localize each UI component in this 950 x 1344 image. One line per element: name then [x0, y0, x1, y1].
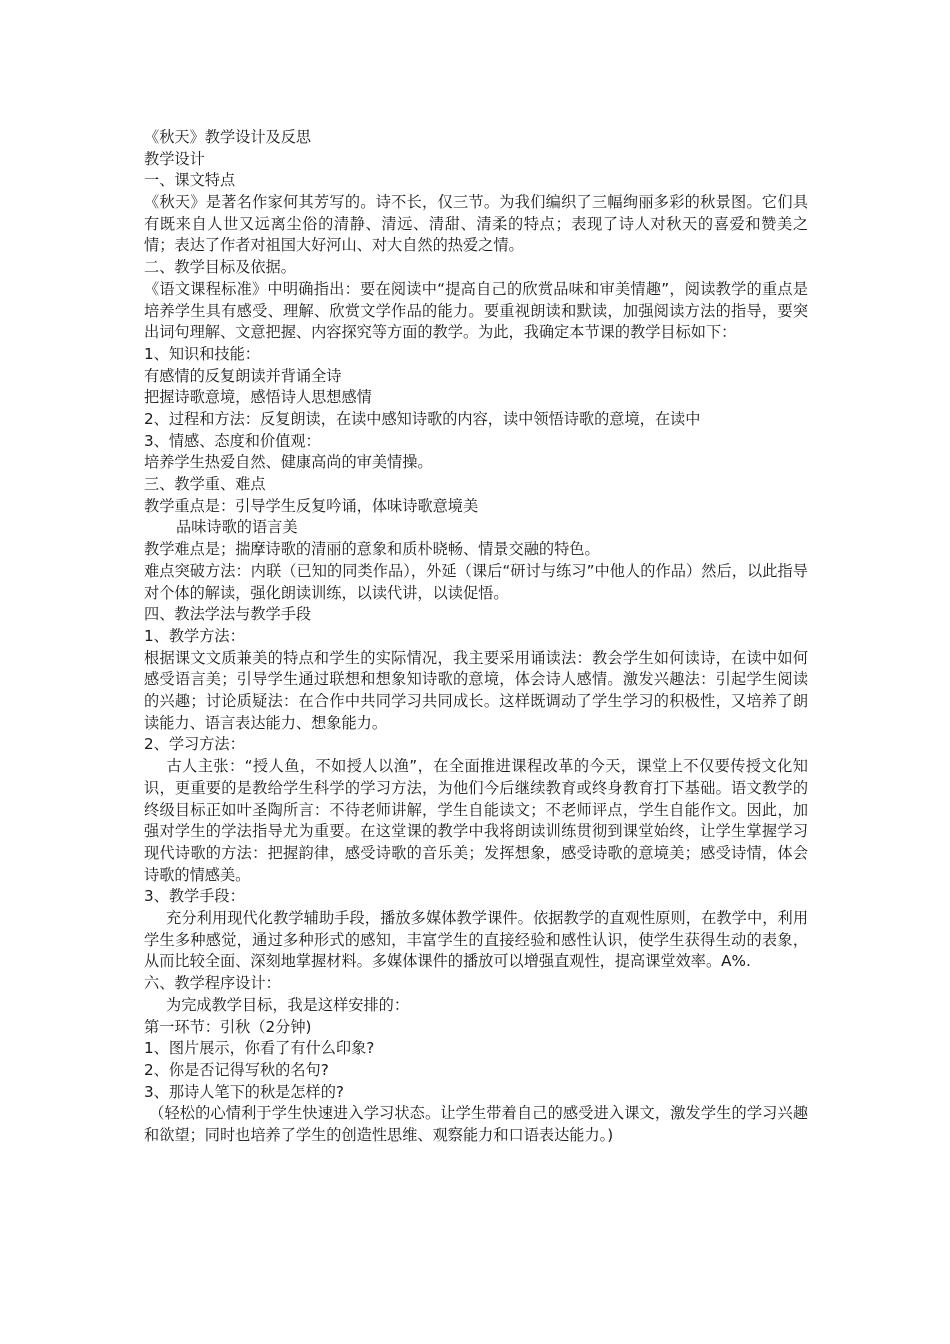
- step-1: 第一环节：引秋（2分钟): [144, 1017, 312, 1036]
- goal-emotion-a: 培养学生热爱自然、健康高尚的审美情操。: [144, 453, 433, 472]
- method-means-paragraph: [144, 908, 808, 973]
- goal-knowledge-a: 有感情的反复朗读并背诵全诗: [144, 366, 342, 385]
- key-point-1: 教学重点是：引导学生反复吟诵，体味诗歌意境美: [144, 496, 479, 515]
- goal-knowledge: 1、知识和技能：: [144, 344, 260, 363]
- heading-procedure: 六、教学程序设计：: [144, 974, 281, 993]
- section-design: 教学设计: [144, 149, 205, 168]
- question-1: 1、图片展示，你看了有什么印象?: [144, 1039, 375, 1058]
- heading-goals: 二、教学目标及依据。: [144, 258, 296, 277]
- paragraph-features: 《秋天》是著名作家何其芳写的。诗不长，仅三节。为我们编织了三幅绚丽多彩的秋景图。它们具有既来自人世又远离尘俗的清静、清远、清甜、清柔的特点；表现了诗人对秋天的喜爱和赞美之情；表达了作者对祖国大好河山、对大自然的热爱之情。: [144, 193, 808, 255]
- heading-features: 一、课文特点: [144, 171, 236, 190]
- goal-process: 2、过程和方法：反复朗读，在读中感知诗歌的内容，读中领悟诗歌的意境，在读中: [144, 410, 701, 429]
- goal-knowledge-b: 把握诗歌意境，感悟诗人思想感情: [144, 388, 372, 407]
- document-page: [144, 127, 808, 1147]
- difficulty: 教学难点是；揣摩诗歌的清丽的意象和质朴晓畅、情景交融的特色。: [144, 540, 600, 559]
- question-3: 3、那诗人笔下的秋是怎样的?: [144, 1082, 344, 1101]
- heading-key-points: 三、教学重、难点: [144, 475, 266, 494]
- method-learning: 2、学习方法：: [144, 735, 245, 754]
- procedure-intro: 为完成教学目标，我是这样安排的：: [166, 995, 409, 1014]
- method-learning-paragraph: [144, 756, 808, 886]
- question-2: 2、你是否记得写秋的名句?: [144, 1060, 329, 1079]
- difficulty-breakthrough: 难点突破方法：内联（已知的同类作品），外延（课后“研讨与练习”中他人的作品）然后，以此指导对个体的解读，强化朗读训练，以读代讲，以读促悟。: [144, 561, 808, 602]
- step-1-note: [144, 1103, 808, 1146]
- method-learning-text: 古人主张：“授人鱼，不如授人以渔”，在全面推进课程改革的今天，课堂上不仅要传授文化知识，更重要的是教给学生科学的学习方法，为他们今后继续教育或终身教育打下基础。语文教学的终级目标正如叶圣陶所言：不待老师讲解，学生自能读文；不老师评点，学生自能作文。因此，加强对学生的学法指导尤为重要。在这堂课的教学中我将朗读训练贯彻到课堂始终，让学生掌握学习现代诗歌的方法：把握韵律，感受诗歌的音乐美；发挥想象，感受诗歌的意境美；感受诗情，体会诗歌的情感美。: [144, 757, 808, 884]
- goal-emotion: 3、情感、态度和价值观：: [144, 431, 321, 450]
- method-teaching-paragraph: 根据课文文质兼美的特点和学生的实际情况，我主要采用诵读法：教会学生如何读诗，在读中如何感受语言美；引导学生通过联想和想象知诗歌的意境，体会诗人感情。激发兴趣法：引起学生阅读的兴趣；讨论质疑法：在合作中共同学习共同成长。这样既调动了学生学习的积极性，又培养了朗读能力、语言表达能力、想象能力。: [144, 648, 808, 732]
- paragraph-goals: 《语文课程标准》中明确指出：要在阅读中“提高自己的欣赏品味和审美情趣”，阅读教学的重点是培养学生具有感受、理解、欣赏文学作品的能力。要重视朗读和默读，加强阅读方法的指导，要突出词句理解、文意把握、内容探究等方面的教学。为此，我确定本节课的教学目标如下：: [144, 279, 808, 342]
- key-point-2: 品味诗歌的语言美: [176, 518, 298, 537]
- method-teaching: 1、教学方法：: [144, 626, 245, 645]
- step-1-note-text: （轻松的心情利于学生快速进入学习状态。让学生带着自己的感受进入课文，激发学生的学习兴趣和欲望；同时也培养了学生的创造性思维、观察能力和口语表达能力。): [144, 1104, 808, 1144]
- method-means-text: 充分利用现代化教学辅助手段，播放多媒体教学课件。依据教学的直观性原则，在教学中，利用学生多种感觉，通过多种形式的感知，丰富学生的直接经验和感性认识，使学生获得生动的表象，从而比较全面、深刻地掌握材料。多媒体课件的播放可以增强直观性，提高课堂效率。A%.: [144, 909, 808, 971]
- heading-methods: 四、教法学法与教学手段: [144, 605, 312, 624]
- method-means: 3、教学手段：: [144, 887, 245, 906]
- doc-title: 《秋天》教学设计及反思: [144, 128, 312, 146]
